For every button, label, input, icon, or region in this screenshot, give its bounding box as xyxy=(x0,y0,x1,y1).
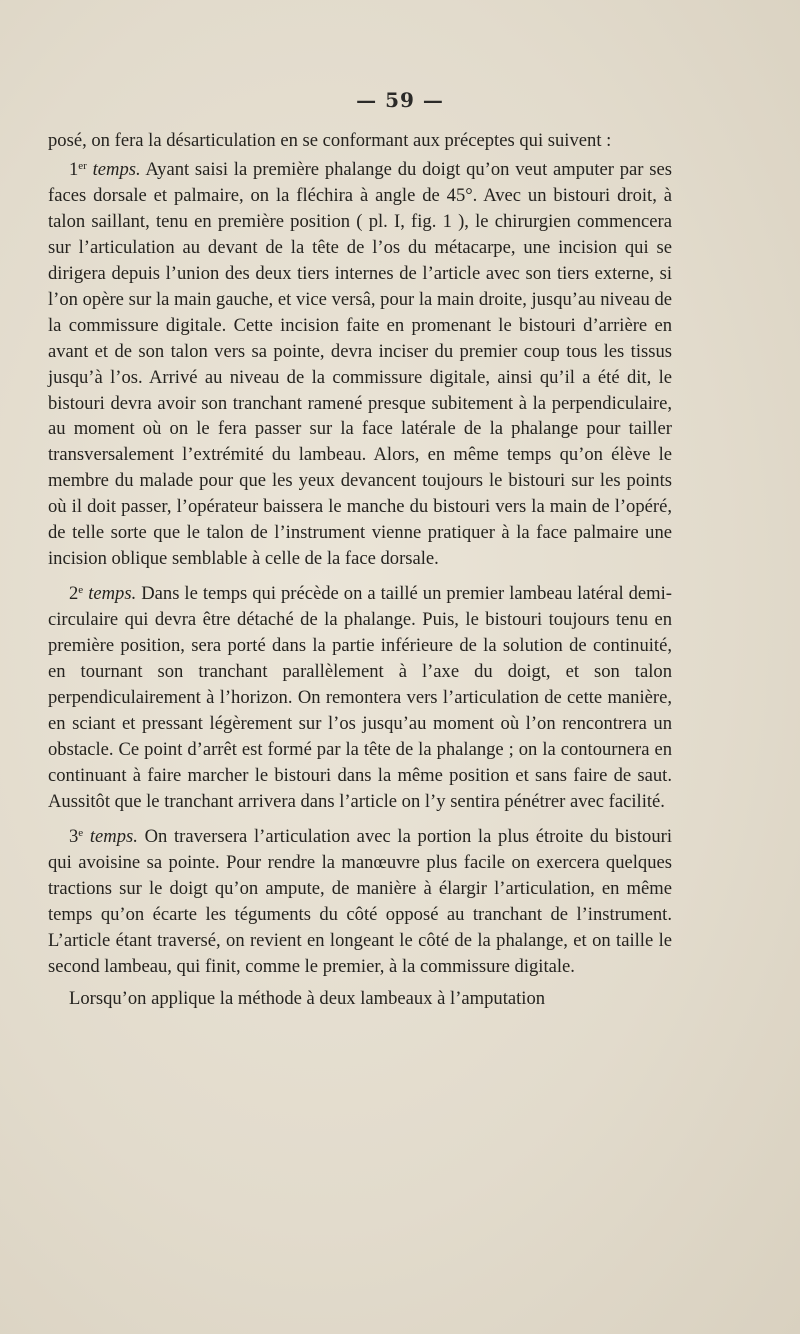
paragraph-intro xyxy=(48,128,672,154)
paragraph-text: Dans le temps qui précède on a taillé un premier lambeau latéral demi-circulaire qui devra être détaché de la phalange. Puis, le bistouri toujours tenu en première position, sera porté dans la partie inférieure de la solution de continuité, en tournant son tranchant parallèlement à l’axe du doigt, et son talon perpendiculairement à l’horizon. On remontera vers l’articulation de cette manière, en sciant et pressant légèrement sur l’os jusqu’au moment où l’on rencontrera un obstacle. Ce point d’arrêt est formé par la tête de la phalange ; on la contournera en continuant à faire marcher le bistouri dans la même position et sans faire de saut. Aussitôt que le tranchant arrivera dans l’article on l’y sentira pénétrer avec facilité. xyxy=(48,583,672,812)
paragraph-text: On traversera l’articulation avec la portion la plus étroite du bistouri qui avoisine sa pointe. Pour rendre la manœuvre plus facile on exercera quelques tractions sur le doigt qu’on ampute, de manière à élargir l’articulation, en même temps qu’on écarte les téguments du côté opposé au tranchant de l’instrument. L’article étant traversé, on revient en longeant le côté de la phalange, et on taille le second lambeau, qui finit, comme le premier, à la commissure digitale. xyxy=(48,825,672,977)
step-number: 2e xyxy=(69,583,84,605)
paragraph-closing xyxy=(48,986,672,1012)
page-number: — 59 — xyxy=(356,88,444,112)
step-label: temps. xyxy=(89,825,138,847)
paragraph-text: Lorsqu’on applique la méthode à deux lambeaux à l’amputation xyxy=(69,987,546,1009)
step-number: 1er xyxy=(69,158,87,180)
paragraph-temps-2 xyxy=(48,578,672,815)
step-label: temps. xyxy=(92,158,141,180)
paragraph-temps-1 xyxy=(48,154,672,572)
body-text xyxy=(48,128,672,1011)
paragraph-text: posé, on fera la désarticulation en se conformant aux préceptes qui suivent : xyxy=(48,130,612,151)
paragraph-temps-3 xyxy=(48,821,672,980)
step-number: 3e xyxy=(69,825,84,847)
step-label: temps. xyxy=(88,583,137,605)
paragraph-text: Ayant saisi la première phalange du doigt qu’on veut amputer par ses faces dorsale et palmaire, on la fléchira à angle de 45°. Avec un bistouri droit, à talon saillant, tenu en première position ( pl. I, fig. 1 ), le chirurgien commencera sur l’articulation au devant de la tête de l’os du métacarpe, une incision qui se dirigera depuis l’union des deux tiers internes de l’article avec son tiers externe, si l’on opère sur la main gauche, et vice versâ, pour la main droite, jusqu’au niveau de la commissure digitale. Cette incision faite en promenant le bistouri d’arrière en avant et de son talon vers sa pointe, devra inciser du premier coup tous les tissus jusqu’à l’os. Arrivé au niveau de la commissure digitale, ainsi qu’il a été dit, le bistouri devra avoir son tranchant ramené presque subitement à la perpendiculaire, au moment où on le fera passer sur la face latérale de la phalange pour tailler transversalement l’extrémité du lambeau. Alors, en même temps qu’on élève le membre du malade pour que les yeux devancent toujours le bistouri sur les points où il doit passer, l’opérateur baissera le manche du bistouri vers la main de l’opéré, de telle sorte que le talon de l’instrument vienne pratiquer à la face palmaire une incision oblique semblable à celle de la face dorsale. xyxy=(48,158,672,570)
